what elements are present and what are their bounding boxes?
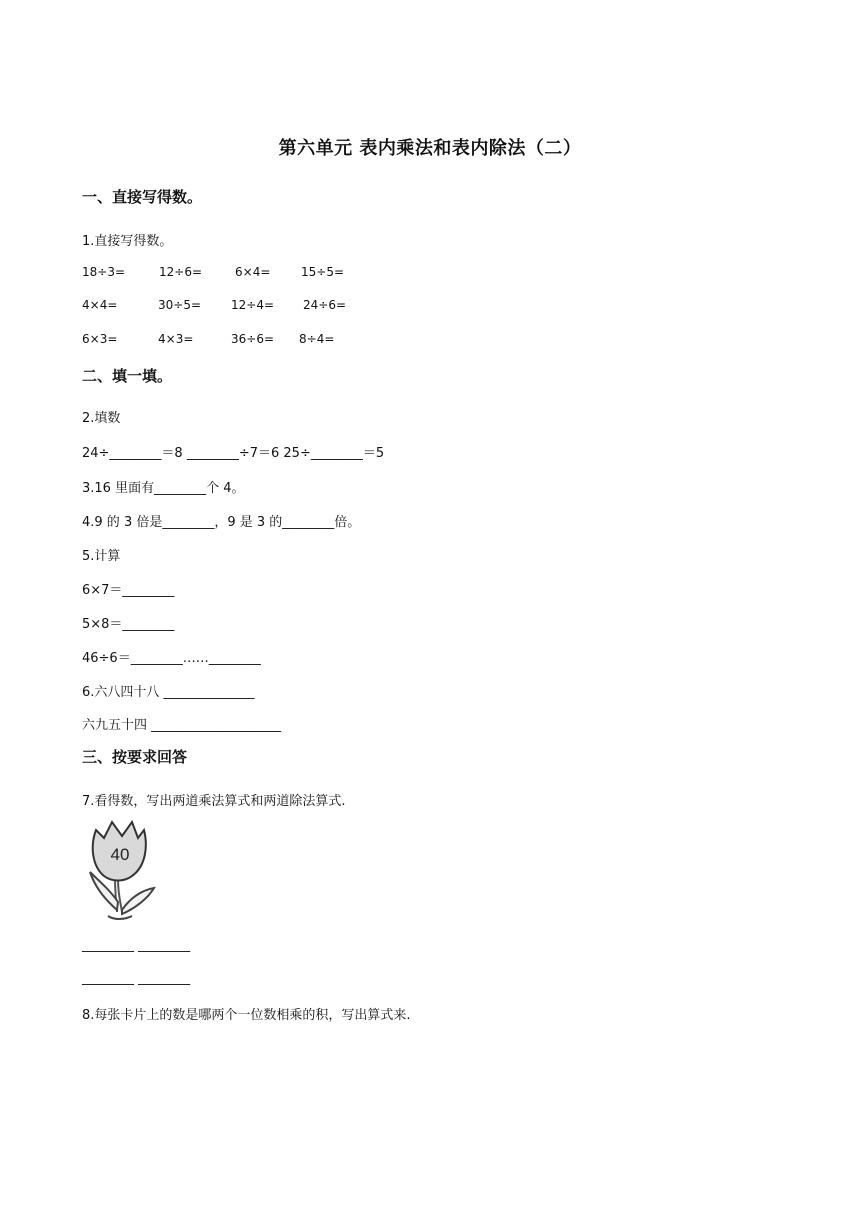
question-7-answer-line: ________ ________	[82, 971, 191, 986]
question-5-prompt: 5.计算	[82, 549, 121, 564]
tulip-flower-icon	[84, 820, 156, 922]
question-8-prompt: 8.每张卡片上的数是哪两个一位数相乘的积，写出算式来.	[82, 1008, 411, 1023]
arithmetic-item: 24÷6=	[303, 298, 347, 312]
arithmetic-item: 6×3=	[82, 332, 118, 346]
question-5-line: 46÷6＝________……________	[82, 651, 261, 666]
question-3-line: 3.16 里面有________个 4。	[82, 481, 245, 496]
section-heading-2: 二、填一填。	[82, 367, 173, 385]
arithmetic-item: 30÷5=	[158, 298, 202, 312]
question-6-line: 六九五十四 ____________________	[82, 718, 282, 733]
arithmetic-item: 12÷4=	[231, 298, 275, 312]
question-5-line: 6×7＝________	[82, 583, 175, 598]
question-6-line: 6.六八四十八 ______________	[82, 685, 255, 700]
arithmetic-item: 6×4=	[235, 265, 271, 279]
arithmetic-item: 8÷4=	[299, 332, 335, 346]
flower-number: 40	[110, 845, 130, 864]
question-7-prompt: 7.看得数，写出两道乘法算式和两道除法算式.	[82, 794, 346, 809]
section-heading-1: 一、直接写得数。	[82, 188, 203, 206]
question-4-line: 4.9 的 3 倍是________，9 是 3 的________倍。	[82, 515, 361, 530]
question-2-line: 24÷________＝8 ________÷7＝6 25÷________＝5	[82, 446, 385, 461]
question-1-prompt: 1.直接写得数。	[82, 234, 173, 249]
arithmetic-item: 4×3=	[158, 332, 194, 346]
question-5-line: 5×8＝________	[82, 617, 175, 632]
page-title: 第六单元 表内乘法和表内除法（二）	[278, 138, 582, 159]
arithmetic-item: 36÷6=	[231, 332, 275, 346]
arithmetic-item: 4×4=	[82, 298, 118, 312]
question-2-prompt: 2.填数	[82, 411, 121, 426]
section-heading-3: 三、按要求回答	[82, 748, 188, 766]
arithmetic-item: 12÷6=	[159, 265, 203, 279]
arithmetic-item: 18÷3=	[82, 265, 126, 279]
arithmetic-item: 15÷5=	[301, 265, 345, 279]
question-7-answer-line: ________ ________	[82, 938, 191, 953]
